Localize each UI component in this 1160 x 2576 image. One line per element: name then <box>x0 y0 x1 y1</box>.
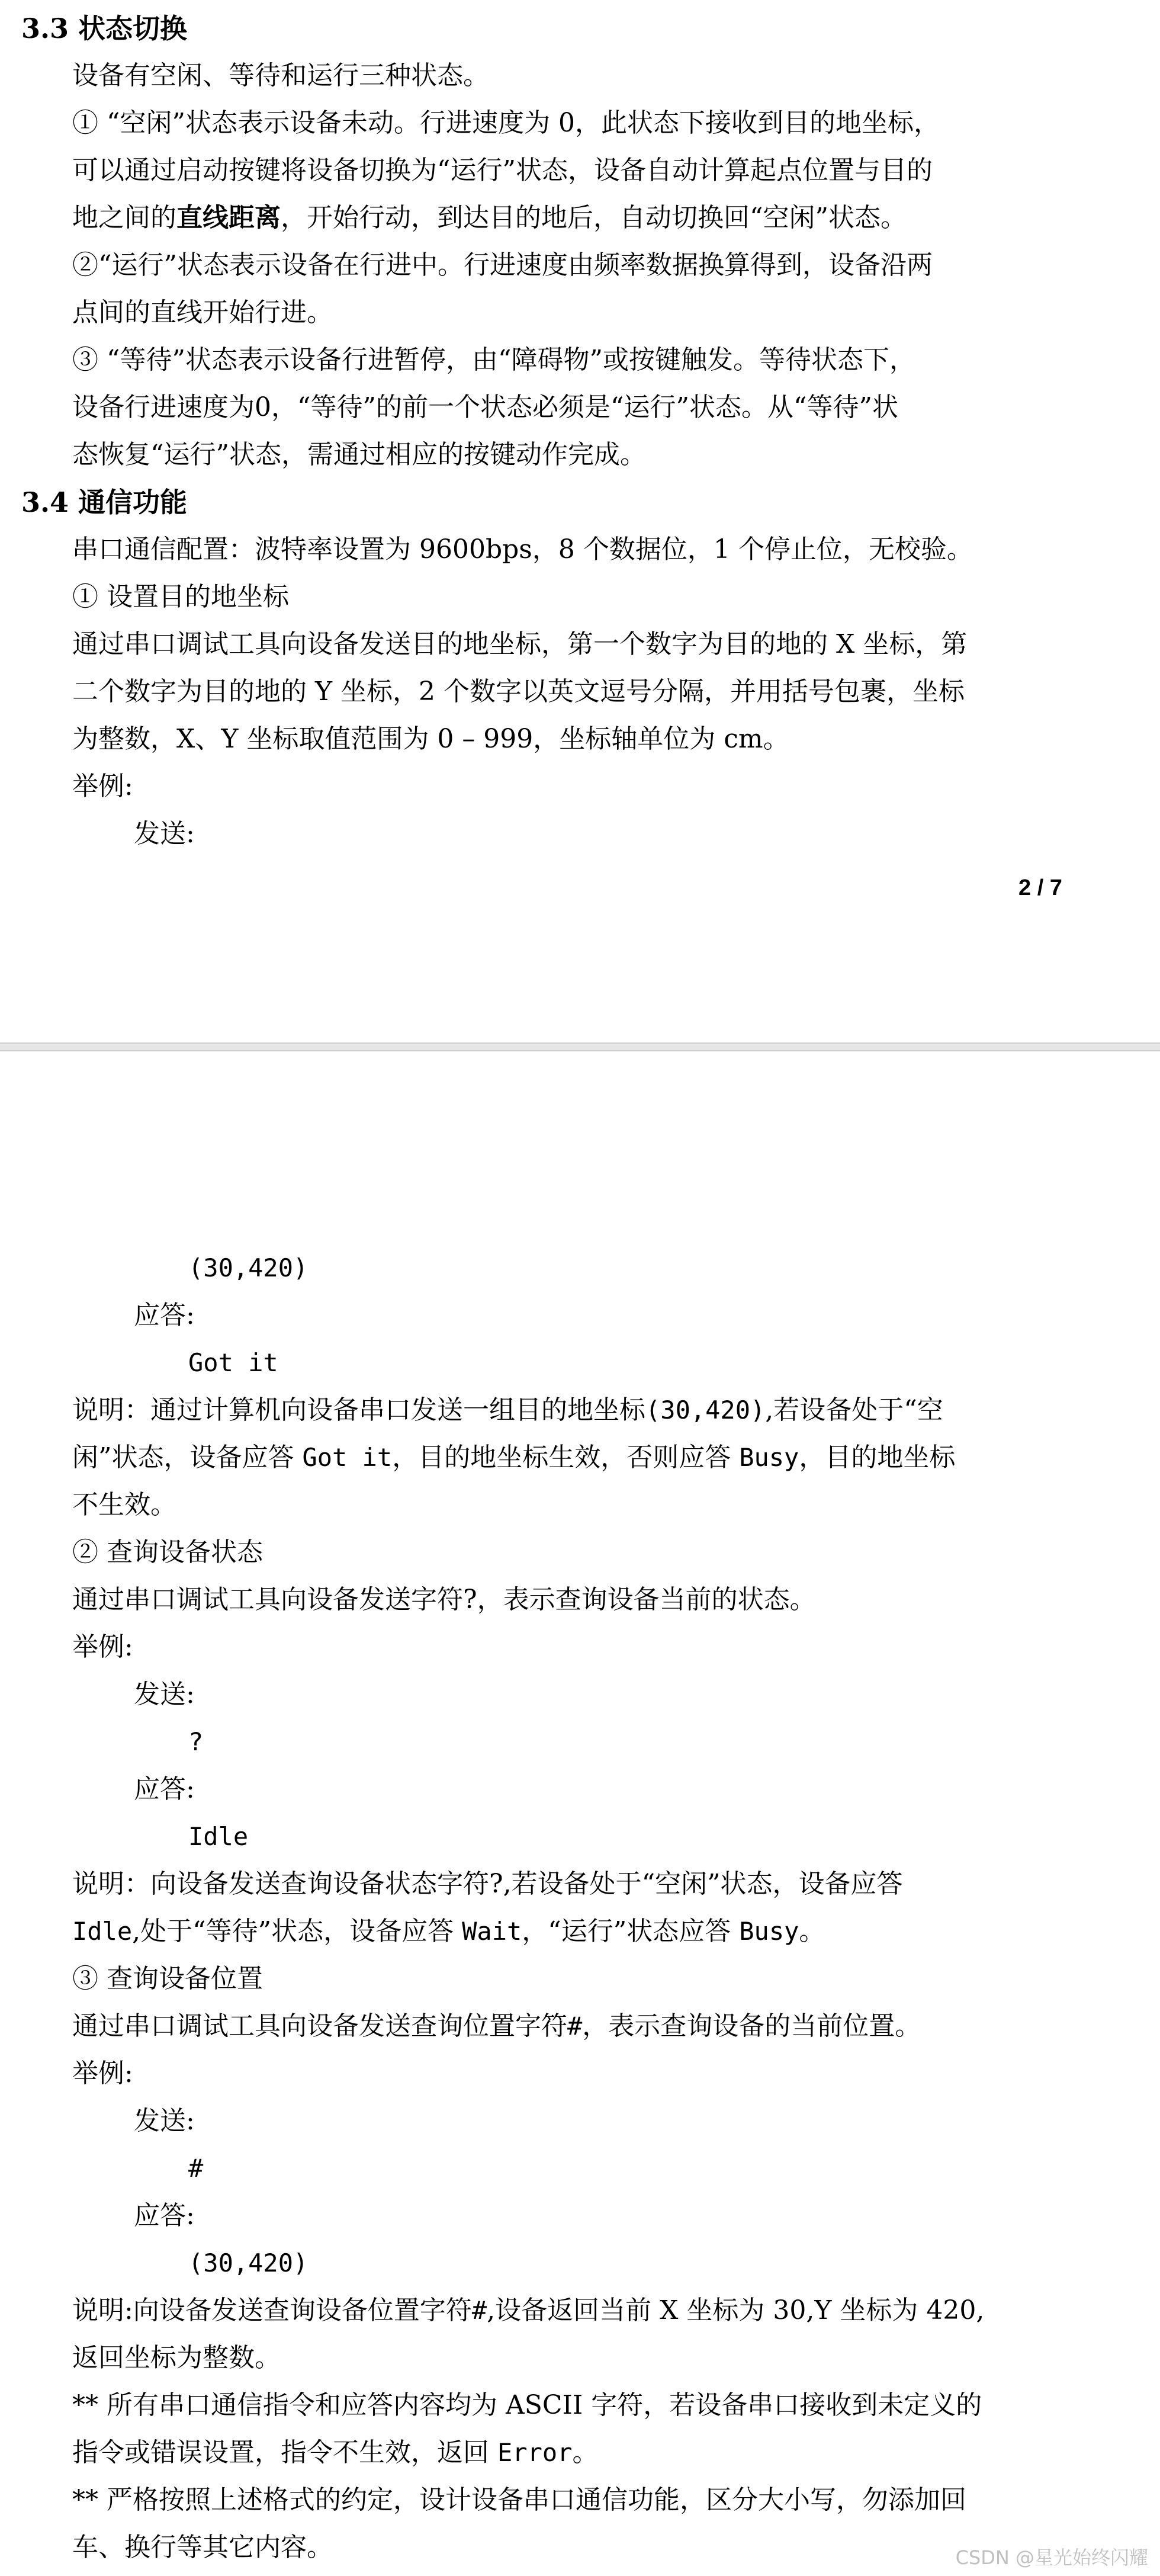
paragraph: 为整数，X、Y 坐标取值范围为 0 – 999，坐标轴单位为 cm。 <box>72 724 789 754</box>
send-label: 发送: <box>134 819 195 849</box>
paragraph: 点间的直线开始行进。 <box>72 297 333 328</box>
send-label: 发送: <box>134 1679 195 1709</box>
paragraph: Idle,处于“等待”状态，设备应答 Wait，“运行”状态应答 Busy。 <box>72 1916 825 1946</box>
page-separator <box>0 1042 1160 1051</box>
paragraph: 说明:向设备发送查询设备位置字符#,设备返回当前 X 坐标为 30,Y 坐标为 420, <box>72 2295 985 2325</box>
paragraph: 通过串口调试工具向设备发送目的地坐标，第一个数字为目的地的 X 坐标，第 <box>72 629 968 659</box>
paragraph: 指令或错误设置，指令不生效，返回 Error。 <box>72 2437 599 2468</box>
reply-label: 应答: <box>134 1300 195 1330</box>
paragraph: 串口通信配置：波特率设置为 9600bps，8 个数据位，1 个停止位，无校验。 <box>72 534 973 564</box>
paragraph: ① “空闲”状态表示设备未动。行进速度为 0，此状态下接收到目的地坐标， <box>72 108 940 138</box>
paragraph: 设备行进速度为0，“等待”的前一个状态必须是“运行”状态。从“等待”状 <box>72 392 898 422</box>
paragraph: 二个数字为目的地的 Y 坐标，2 个数字以英文逗号分隔，并用括号包裹，坐标 <box>72 676 965 707</box>
example-label: 举例: <box>72 2058 133 2089</box>
code-sample: (30,420) <box>188 1253 309 1282</box>
paragraph: 通过串口调试工具向设备发送查询位置字符#，表示查询设备的当前位置。 <box>72 2011 921 2041</box>
subsection-title: ① 设置目的地坐标 <box>72 582 289 612</box>
paragraph: ②“运行”状态表示设备在行进中。行进速度由频率数据换算得到，设备沿两 <box>72 250 933 280</box>
document-page-3 <box>0 1051 1160 2576</box>
paragraph: ** 所有串口通信指令和应答内容均为 ASCII 字符，若设备串口接收到未定义的 <box>72 2390 982 2420</box>
page-number: 2 / 7 <box>1018 875 1062 900</box>
code-sample: (30,420) <box>188 2248 309 2277</box>
bold-term: 直线距离 <box>176 203 281 233</box>
paragraph: 地之间的直线距离，开始行动，到达目的地后，自动切换回“空闲”状态。 <box>72 203 907 233</box>
code-sample: Idle <box>188 1822 249 1851</box>
paragraph: 说明：通过计算机向设备串口发送一组目的地坐标(30,420),若设备处于“空 <box>72 1395 943 1425</box>
paragraph: 返回坐标为整数。 <box>72 2343 281 2373</box>
document-page-2 <box>0 0 1160 1042</box>
paragraph: 说明：向设备发送查询设备状态字符?,若设备处于“空闲”状态，设备应答 <box>72 1869 903 1899</box>
paragraph: 通过串口调试工具向设备发送字符?，表示查询设备当前的状态。 <box>72 1584 816 1615</box>
example-label: 举例: <box>72 771 133 801</box>
code-sample: ? <box>188 1727 204 1756</box>
paragraph: 车、换行等其它内容。 <box>72 2532 333 2562</box>
paragraph: 可以通过启动按键将设备切换为“运行”状态，设备自动计算起点位置与目的 <box>72 155 933 185</box>
paragraph: 设备有空闲、等待和运行三种状态。 <box>72 60 489 91</box>
paragraph: ** 严格按照上述格式的约定，设计设备串口通信功能，区分大小写，勿添加回 <box>72 2485 966 2515</box>
watermark: CSDN @星光始终闪耀 <box>955 2546 1148 2569</box>
reply-label: 应答: <box>134 2200 195 2231</box>
section-heading: 3.3 状态切换 <box>21 12 188 44</box>
send-label: 发送: <box>134 2106 195 2136</box>
reply-label: 应答: <box>134 1774 195 1804</box>
code-sample: Got it <box>188 1348 278 1377</box>
subsection-title: ③ 查询设备位置 <box>72 1964 263 1994</box>
section-heading: 3.4 通信功能 <box>21 486 188 518</box>
paragraph: 态恢复“运行”状态，需通过相应的按键动作完成。 <box>72 440 646 470</box>
paragraph: 不生效。 <box>72 1490 176 1520</box>
subsection-title: ② 查询设备状态 <box>72 1537 263 1567</box>
code-sample: # <box>188 2154 204 2183</box>
paragraph: ③ “等待”状态表示设备行进暂停，由“障碍物”或按键触发。等待状态下， <box>72 345 915 375</box>
example-label: 举例: <box>72 1632 133 1662</box>
paragraph: 闲”状态，设备应答 Got it，目的地坐标生效，否则应答 Busy，目的地坐标 <box>72 1442 956 1473</box>
